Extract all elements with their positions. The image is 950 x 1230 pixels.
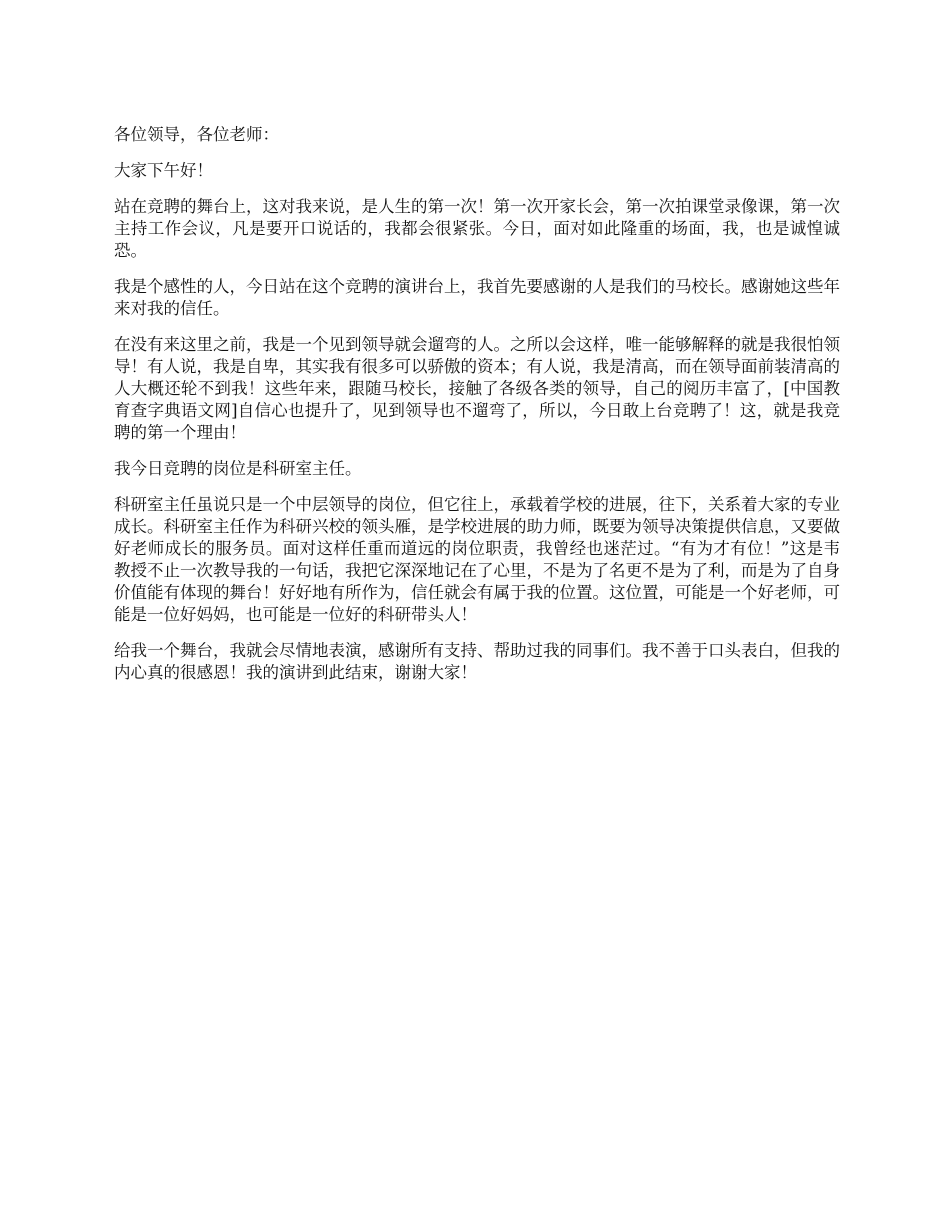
paragraph-position-duties: 科研室主任虽说只是一个中层领导的岗位，但它往上，承载着学校的进展，往下，关系着大家的专业成长。科研室主任作为科研兴校的领头雁，是学校进展的助力师，既要为领导决策提供信息，又要做好老师成长的服务员。面对这样任重而道远的岗位职责，我曾经也迷茫过。“有为才有位！”这是韦教授不止一次教导我的一句话，我把它深深地记在了心里，不是为了名更不是为了利，而是为了自身价值能有体现的舞台！好好地有所作为，信任就会有属于我的位置。这位置，可能是一个好老师，可能是一位好妈妈，也可能是一位好的科研带头人！ (114, 495, 840, 624)
paragraph-first-reason: 在没有来这里之前，我是一个见到领导就会遛弯的人。之所以会这样，唯一能够解释的就是我很怕领导！有人说，我是自卑，其实我有很多可以骄傲的资本；有人说，我是清高，而在领导面前装清高的人大概还轮不到我！这些年来，跟随马校长，接触了各级各类的领导，自己的阅历丰富了，[中国教育查字典语文网]自信心也提升了，见到领导也不遛弯了，所以，今日敢上台竞聘了！这，就是我竞聘的第一个理由！ (114, 335, 840, 442)
document-body (114, 124, 840, 698)
paragraph-first-time: 站在竞聘的舞台上，这对我来说，是人生的第一次！第一次开家长会，第一次拍课堂录像课，第一次主持工作会议，凡是要开口说话的，我都会很紧张。今日，面对如此隆重的场面，我，也是诚惶诚恐。 (114, 197, 840, 260)
paragraph-closing: 给我一个舞台，我就会尽情地表演，感谢所有支持、帮助过我的同事们。我不善于口头表白，但我的内心真的很感恩！我的演讲到此结束，谢谢大家！ (114, 641, 840, 682)
paragraph-position: 我今日竞聘的岗位是科研室主任。 (114, 459, 362, 478)
paragraph-thanks-principal: 我是个感性的人，今日站在这个竞聘的演讲台上，我首先要感谢的人是我们的马校长。感谢她这些年来对我的信任。 (114, 277, 840, 318)
greeting: 大家下午好！ (114, 161, 213, 180)
salutation: 各位领导，各位老师： (114, 125, 279, 144)
